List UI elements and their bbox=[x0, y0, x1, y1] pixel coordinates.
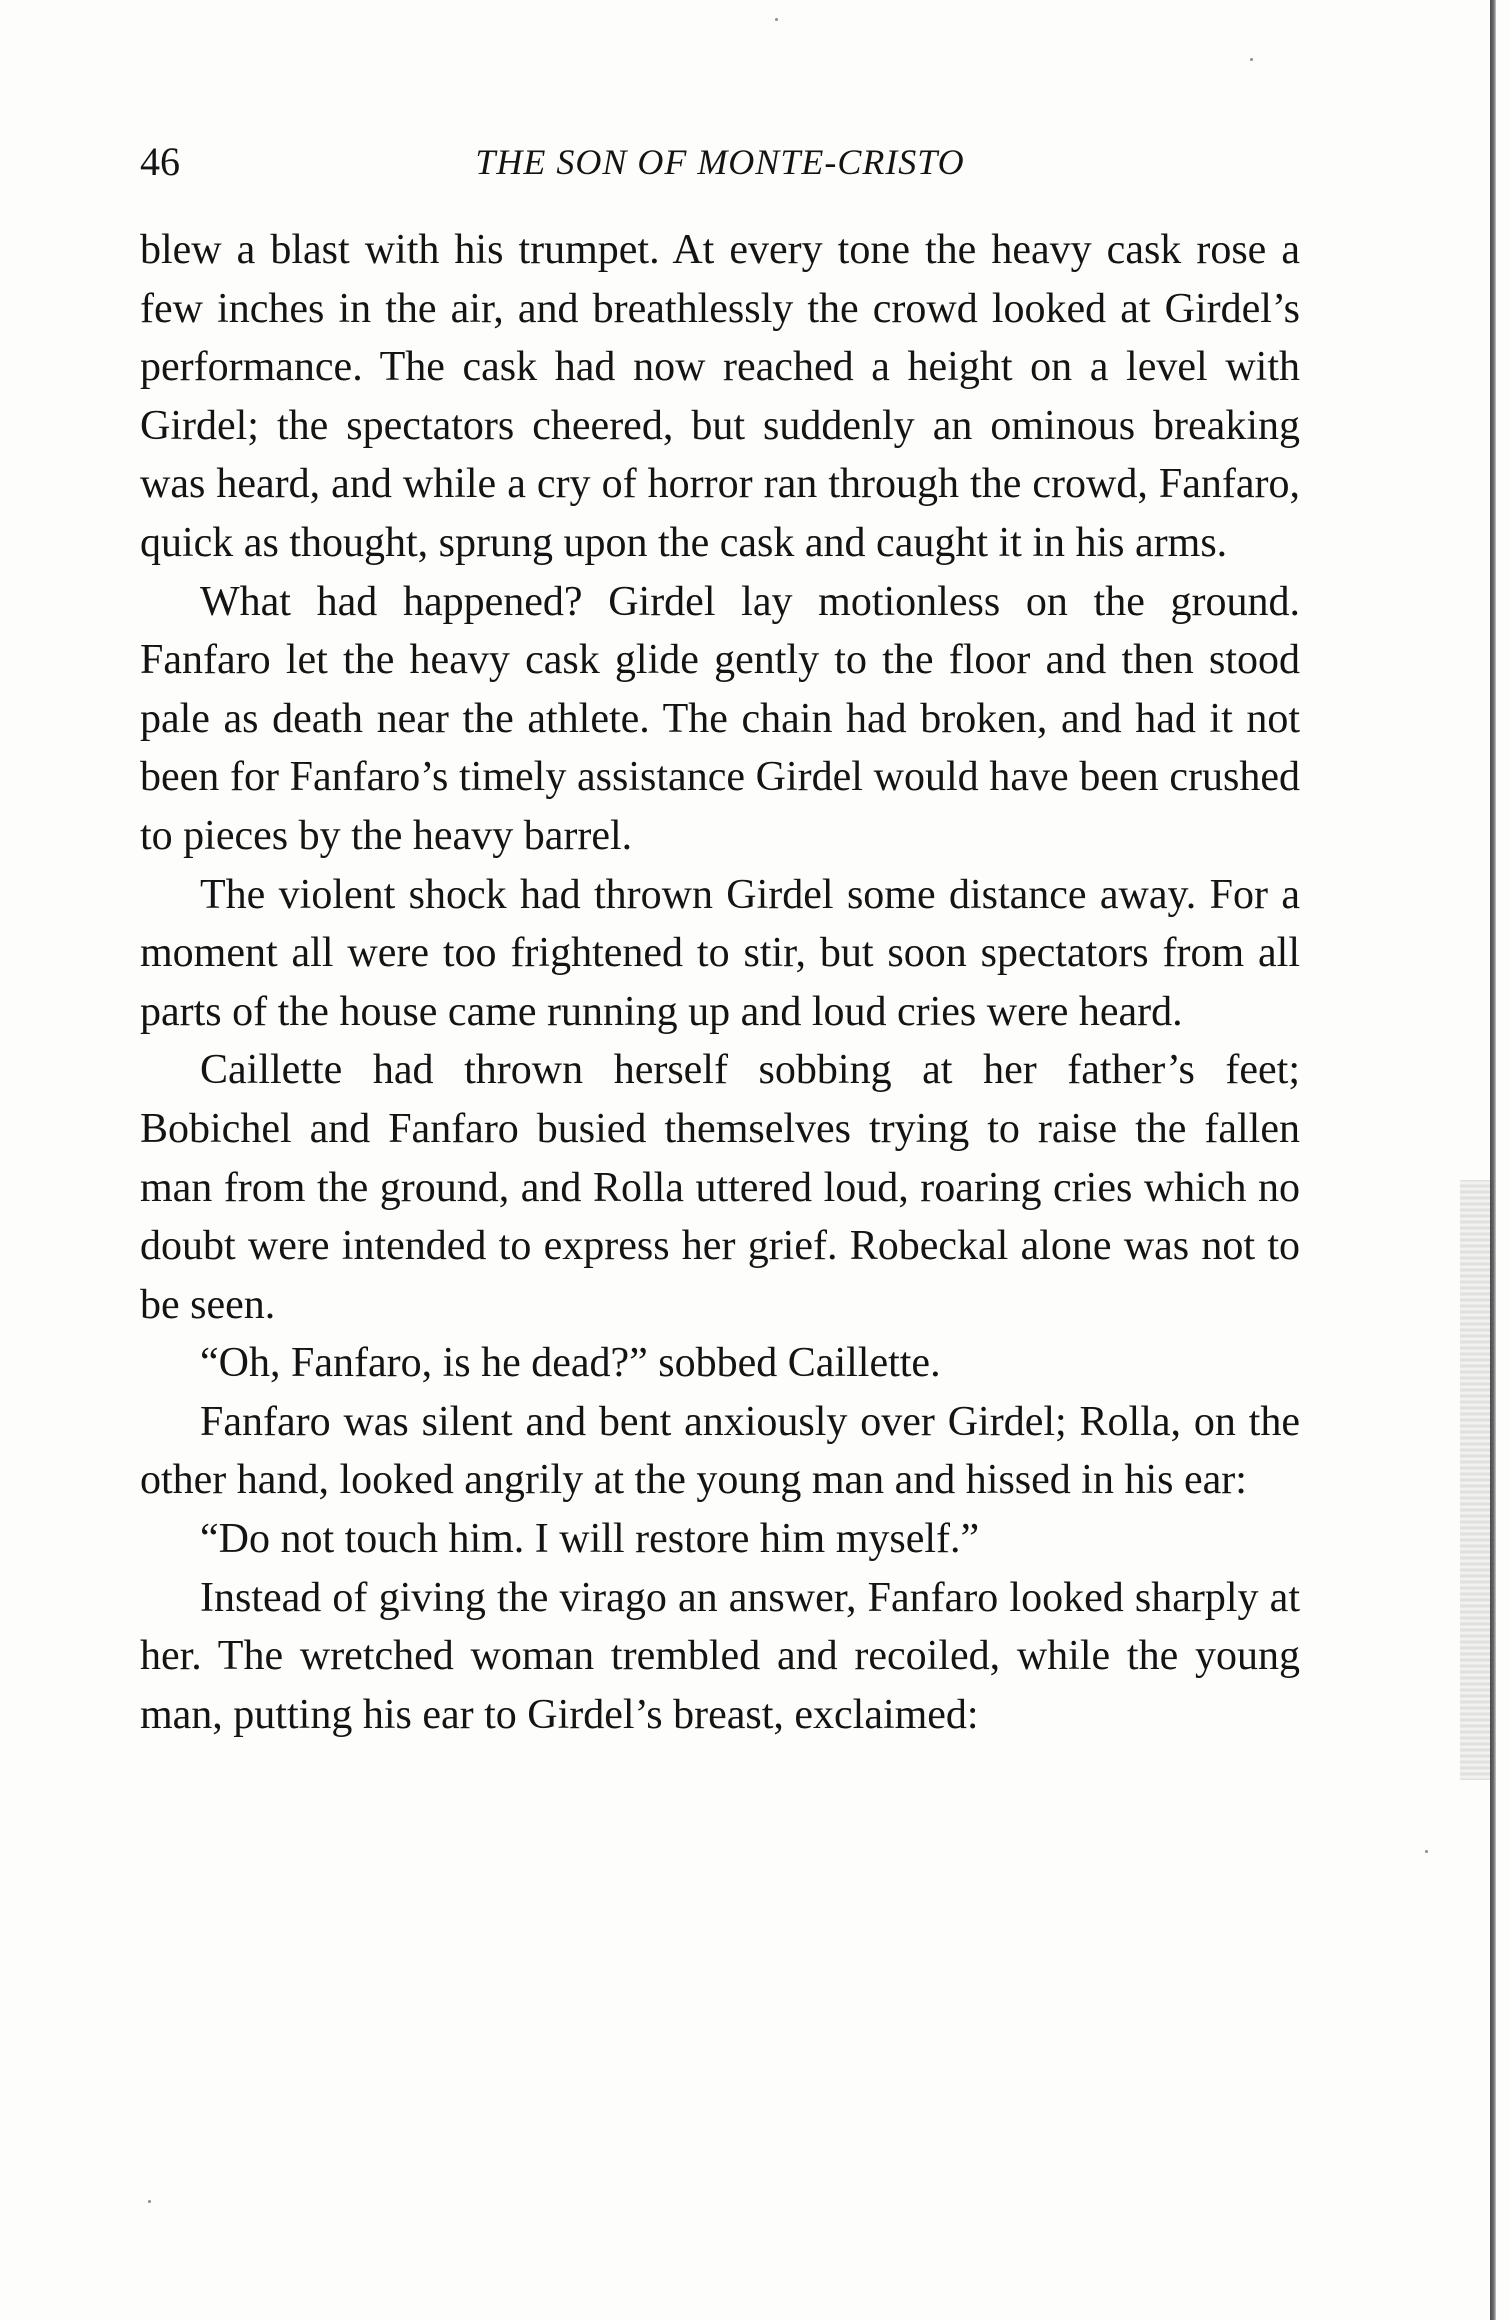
paragraph: Instead of giving the virago an answer, Fanfaro looked sharply at her. The wretched woman trembled and recoiled, while the young man, putting his ear to Girdel’s breast, exclaimed: bbox=[140, 1574, 1300, 1738]
paragraph: “Oh, Fanfaro, is he dead?” sobbed Caillette. bbox=[200, 1340, 941, 1387]
print-speck bbox=[1250, 58, 1253, 61]
print-speck bbox=[148, 2200, 151, 2203]
page-edge-stain bbox=[1460, 1180, 1494, 1780]
page-edge-shadow bbox=[1490, 0, 1496, 2320]
paragraph: The violent shock had thrown Girdel some distance away. For a moment all were too frightened to stir, but soon spectators from all parts of the house came running up and loud cries were heard. bbox=[140, 871, 1300, 1035]
paragraph: blew a blast with his trumpet. At every tone the heavy cask rose a few inches in the air, and breathlessly the crowd looked at Girdel’s performance. The cask had now reached a height on a level with Girdel; the spectators cheered, but suddenly an ominous breaking was heard, and while a cry of horror ran through the crowd, Fanfaro, quick as thought, sprung upon the cask and caught it in his arms. bbox=[140, 227, 1300, 566]
paragraph: Fanfaro was silent and bent anxiously over Girdel; Rolla, on the other hand, looked angrily at the young man and hissed in his ear: bbox=[140, 1398, 1300, 1504]
running-title: THE SON OF MONTE-CRISTO bbox=[475, 142, 965, 182]
page-number: 46 bbox=[140, 139, 180, 184]
page-header bbox=[140, 132, 1300, 192]
paragraph: Caillette had thrown herself sobbing at her father’s feet; Bobichel and Fanfaro busied themselves trying to raise the fallen man from the ground, and Rolla uttered loud, roaring cries which no doubt were intended to express her grief. Robeckal alone was not to be seen. bbox=[140, 1047, 1300, 1328]
paragraph: What had happened? Girdel lay motionless on the ground. Fanfaro let the heavy cask glide gently to the floor and then stood pale as death near the athlete. The chain had broken, and had it not been for Fanfaro’s timely assistance Girdel would have been crushed to pieces by the heavy barrel. bbox=[140, 578, 1300, 859]
body-text bbox=[140, 221, 1300, 1744]
paragraph: “Do not touch him. I will restore him myself.” bbox=[200, 1516, 980, 1563]
print-speck bbox=[1425, 1850, 1428, 1853]
print-speck bbox=[775, 18, 778, 21]
